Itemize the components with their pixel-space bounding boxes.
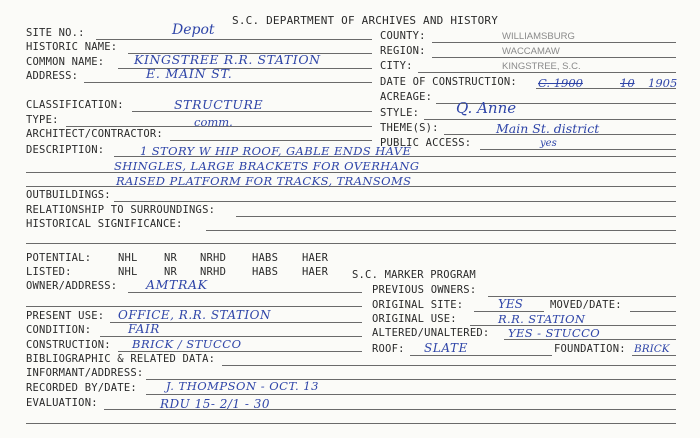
potential-nr: NR: [164, 252, 178, 264]
present-use-value: OFFICE, R.R. STATION: [118, 308, 271, 322]
relationship-line: [236, 216, 676, 217]
description-line-1-value: 1 STORY W HIP ROOF, GABLE ENDS HAVE: [140, 144, 412, 158]
address-label: ADDRESS:: [26, 70, 79, 82]
listed-nhl: NHL: [118, 266, 138, 278]
evaluation-line-2: [26, 423, 676, 424]
city-label: CITY:: [380, 60, 413, 72]
address-line: [84, 82, 372, 83]
architect-label: ARCHITECT/CONTRACTOR:: [26, 128, 163, 140]
construction-label: CONSTRUCTION:: [26, 339, 111, 351]
county-line: [432, 42, 676, 43]
bibliographic-label: BIBLIOGRAPHIC & RELATED DATA:: [26, 353, 216, 365]
owner-label: OWNER/ADDRESS:: [26, 280, 118, 292]
style-label: STYLE:: [380, 107, 420, 119]
type-value: comm.: [194, 115, 233, 129]
owner-line-2: [26, 306, 362, 307]
altered-label: ALTERED/UNALTERED:: [372, 327, 490, 339]
roof-label: ROOF:: [372, 343, 405, 355]
region-label: REGION:: [380, 45, 426, 57]
classification-value: STRUCTURE: [174, 97, 264, 112]
present-use-label: PRESENT USE:: [26, 310, 105, 322]
listed-habs: HABS: [252, 266, 279, 278]
city-line: [418, 72, 676, 73]
altered-value: YES - STUCCO: [508, 326, 601, 340]
roof-line: [410, 355, 552, 356]
significance-line: [206, 230, 676, 231]
site-no-line: [96, 39, 372, 40]
architect-line: [170, 140, 372, 141]
construction-line: [118, 351, 362, 352]
date-construction-value: 1905: [648, 76, 678, 90]
style-line: [424, 119, 676, 120]
recorded-label: RECORDED BY/DATE:: [26, 382, 137, 394]
evaluation-label: EVALUATION:: [26, 397, 98, 409]
original-use-label: ORIGINAL USE:: [372, 313, 457, 325]
bibliographic-line: [222, 365, 676, 366]
original-site-value: YES: [498, 297, 523, 311]
potential-nrhd: NRHD: [200, 252, 227, 264]
moved-date-label: MOVED/DATE:: [550, 299, 622, 311]
county-label: COUNTY:: [380, 30, 426, 42]
date-construction-struck-1: C. 1900: [538, 76, 583, 90]
recorded-value: J. THOMPSON - OCT. 13: [166, 379, 319, 393]
date-construction-struck-2: 10: [620, 76, 635, 90]
owner-line: [128, 292, 362, 293]
region-line: [432, 57, 676, 58]
card-title: S.C. DEPARTMENT OF ARCHIVES AND HISTORY: [232, 14, 499, 27]
potential-habs: HABS: [252, 252, 279, 264]
description-line-3-value: RAISED PLATFORM FOR TRACKS, TRANSOMS: [116, 174, 412, 188]
listed-nr: NR: [164, 266, 178, 278]
common-name-value: KINGSTREE R.R. STATION: [134, 52, 321, 67]
roof-value: SLATE: [424, 341, 468, 355]
public-access-value: yes: [540, 138, 557, 149]
recorded-line: [146, 394, 676, 395]
acreage-label: ACREAGE:: [380, 91, 433, 103]
type-label: TYPE:: [26, 114, 59, 126]
historic-name-label: HISTORIC NAME:: [26, 41, 118, 53]
significance-line-2: [26, 243, 676, 244]
date-construction-label: DATE OF CONSTRUCTION:: [380, 76, 517, 88]
foundation-label: FOUNDATION:: [554, 343, 626, 355]
county-value: WILLIAMSBURG: [502, 31, 575, 42]
address-value: E. MAIN ST.: [146, 66, 233, 81]
site-no-label: SITE NO.:: [26, 27, 85, 39]
marker-program-label: S.C. MARKER PROGRAM: [352, 269, 476, 281]
evaluation-value: RDU 15- 2/1 - 30: [160, 397, 270, 411]
site-no-value: Depot: [172, 22, 215, 38]
condition-value: FAIR: [128, 322, 160, 336]
description-line-2-value: SHINGLES, LARGE BRACKETS FOR OVERHANG: [114, 159, 420, 173]
potential-haer: HAER: [302, 252, 329, 264]
potential-nhl: NHL: [118, 252, 138, 264]
public-access-label: PUBLIC ACCESS:: [380, 137, 472, 149]
potential-label: POTENTIAL:: [26, 252, 92, 264]
outbuildings-label: OUTBUILDINGS:: [26, 189, 111, 201]
original-use-value: R.R. STATION: [498, 312, 586, 326]
listed-nrhd: NRHD: [200, 266, 227, 278]
theme-value: Main St. district: [496, 121, 600, 136]
common-name-label: COMMON NAME:: [26, 56, 105, 68]
relationship-label: RELATIONSHIP TO SURROUNDINGS:: [26, 204, 216, 216]
outbuildings-line: [114, 201, 676, 202]
description-label: DESCRIPTION:: [26, 144, 105, 156]
theme-label: THEME(S):: [380, 122, 439, 134]
region-value: WACCAMAW: [502, 46, 560, 57]
classification-label: CLASSIFICATION:: [26, 99, 124, 111]
style-value: Q. Anne: [456, 99, 517, 117]
construction-value: BRICK / STUCCO: [132, 337, 242, 351]
original-site-label: ORIGINAL SITE:: [372, 299, 464, 311]
listed-haer: HAER: [302, 266, 329, 278]
significance-label: HISTORICAL SIGNIFICANCE:: [26, 218, 183, 230]
city-value: KINGSTREE, S.C.: [502, 61, 581, 72]
foundation-value: BRICK: [634, 343, 670, 355]
listed-label: LISTED:: [26, 266, 72, 278]
previous-owners-label: PREVIOUS OWNERS:: [372, 284, 477, 296]
owner-value: AMTRAK: [146, 277, 208, 292]
public-access-line: [480, 149, 676, 150]
moved-date-line: [630, 311, 676, 312]
informant-label: INFORMANT/ADDRESS:: [26, 367, 144, 379]
condition-label: CONDITION:: [26, 324, 92, 336]
